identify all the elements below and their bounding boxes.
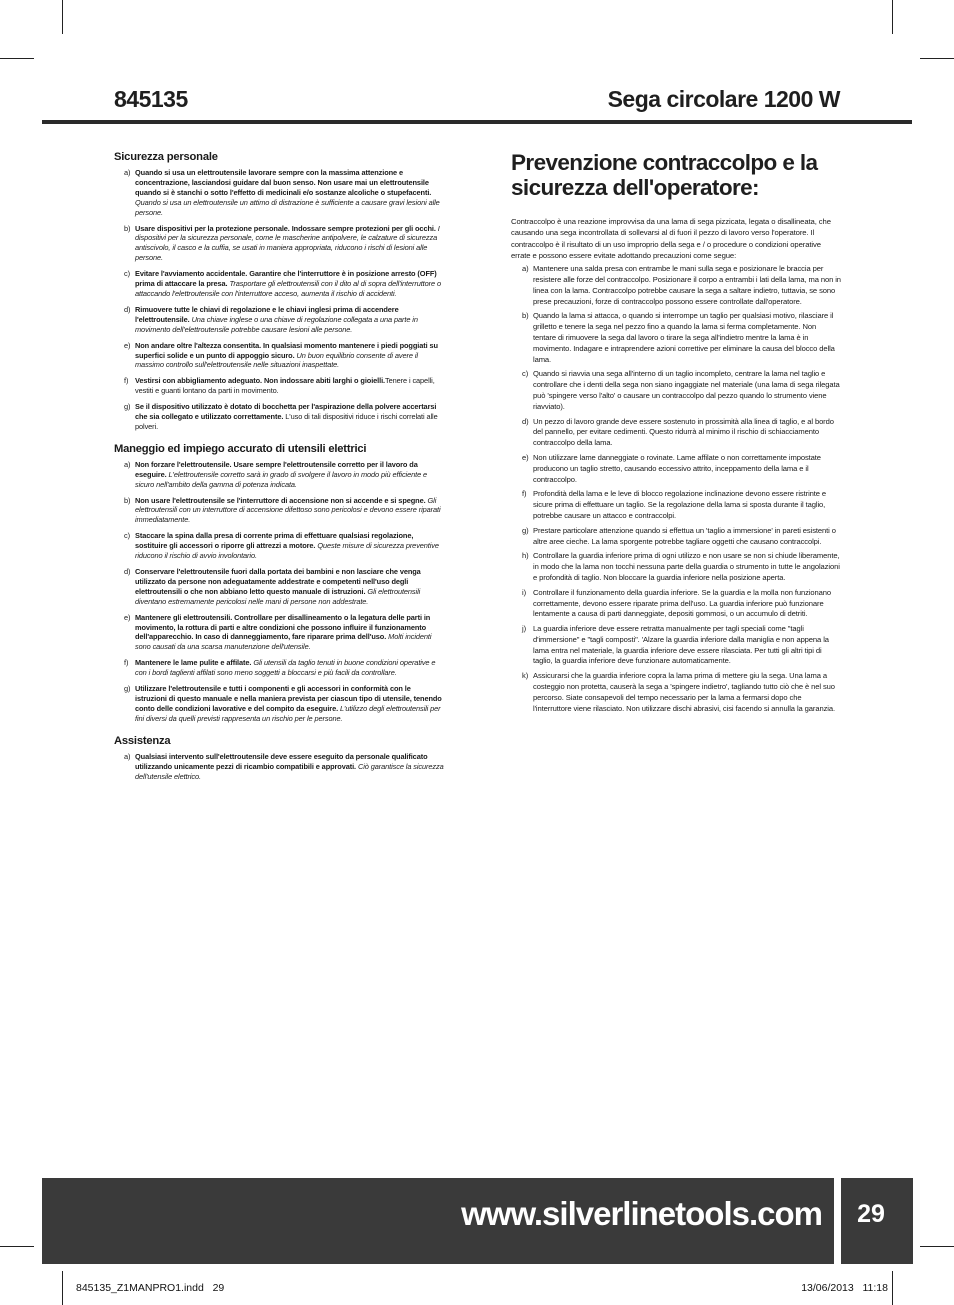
crop-mark (62, 1271, 63, 1305)
crop-mark (0, 58, 34, 59)
crop-mark (0, 1246, 34, 1247)
list-item: g) Se il dispositivo utilizzato è dotato di bocchetta per l'aspirazione della polvere accertarsi che sia collegato e utilizzato correttamente. L'uso di tali dispositivi riduce i rischi correlati alle polveri. (124, 402, 438, 431)
left-column (114, 150, 444, 791)
list-item: k) Assicurarsi che la guardia inferiore copra la lama prima di mettere giu la sega. Una lama a costeggio non protetta, causerà la sega a 'spingere indietro', tagliando tutto ciò che è nel suo percorso. Siate consapevoli del tempo necessario per la lama a fermarsi dopo che l'interruttore viene rilasciato. Non utilizzare dischi abrasivi, cisi facendo si annulla la garanzia. (522, 671, 836, 713)
product-code: 845135 (114, 86, 188, 112)
list-item: h) Controllare la guardia inferiore prima di ogni utilizzo e non usare se non si chiude liberamente, in modo che la lama non tocchi nessuna parte della guardia o strumento in tutte le angolazioni e profondità di taglio. Non bloccare la guardia inferiore nella posizione aperta. (522, 551, 840, 582)
page-title: Sega circolare 1200 W (607, 86, 840, 112)
section-title: Maneggio ed impiego accurato di utensili elettrici (114, 442, 367, 455)
section-title: Assistenza (114, 734, 171, 747)
crop-mark (892, 1271, 893, 1305)
list-item: d) Un pezzo di lavoro grande deve essere sostenuto in prossimità alla linea di taglio, e al bordo del pannello, per evitare cedimenti. Questo ridurrà al minimo il rischio di schiacciamento contraccolpo della lama. (522, 416, 834, 448)
section-personal-safety (114, 150, 444, 432)
list-item: c) Staccare la spina dalla presa di corrente prima di effettuare qualsiasi regolazione, sostituire gli accessori o riporre gli attrezzi a motore. Queste misure di sicurezza preventive riducono il rischio di avvio involontario. (124, 531, 439, 561)
date-slug: 13/06/2013 11:18 (801, 1282, 888, 1294)
list-item: f) Vestirsi con abbigliamento adeguato. Non indossare abiti larghi o gioielli.Tenere i capelli, vestiti e guanti lontano da parti in movimento. (124, 376, 435, 396)
website-link[interactable]: www.silverlinetools.com (461, 1195, 822, 1232)
list-item: b) Non usare l'elettroutensile se l'interruttore di accensione non si accende e si spegne. Gli elettroutensili con un interruttore di accensione difettoso sono pericolosi e devono essere riparati immediatamente. (124, 495, 441, 525)
section-tool-use (114, 442, 444, 724)
list-item: b) Usare dispositivi per la protezione personale. Indossare sempre protezioni per gli occhi. I dispositivi per la sicurezza personale, come le mascherine antipolvere, le calzature di sicurezza antiscivolo, il casco e la cuffia, se usati in maniera appropriata, riducono i rischi di lesioni alle persone. (124, 223, 440, 263)
list-item: c) Evitare l'avviamento accidentale. Garantire che l'interruttore è in posizione arresto (OFF) prima di attaccare la presa. Trasportare gli elettroutensili con il dito al di sopra dell'interruttore o attaccando l'elettroutensile con l'interruttore acceso, aumenta il rischio di accidenti. (124, 269, 441, 298)
list-item: g) Utilizzare l'elettroutensile e tutti i componenti e gli accessori in conformità con le istruzioni di questo manuale e nella maniera prevista per ciascun tipo di utensile, tenendo conto delle condizioni lavorative e del compito da eseguire. L'utilizzo degli elettroutensili per fini diversi da quelli previsti rappresenta un rischio per le persone. (124, 684, 442, 723)
list-item: i) Controllare il funzionamento della guardia inferiore. Se la guardia e la molla non funzionano correttamente, devono essere riparate prima dell'uso. La guardia inferiore può funzionare lentamente a causa di parti danneggiate, depositi gommosi, o un accumulo di detriti. (522, 587, 832, 619)
list-item: j) La guardia inferiore deve essere retratta manualmente per tagli speciali come "tagli d'immersione" e "tagli composti". 'Alzare la guardia inferiore dalla maniglia e non appena la lama entra nel materiale, la guardia inferiore deve essere rilasciata. Per tutti gli altri tipi di taglio, la guardia inferiore deve funzionare automaticamente. (522, 624, 829, 666)
crop-mark (62, 0, 63, 34)
list-item: c) Quando si riavvia una sega all'interno di un taglio incompleto, centrare la lama nel taglio e controllare che i denti della sega non siano ingaggiate nel materiale (una lama di sega rilegata può 'spingere verso l'alto' o causare un contraccolpo dal pezzo quando lo strumento viene riavviato). (522, 369, 840, 411)
list-item: d) Conservare l'elettroutensile fuori dalla portata dei bambini e non lasciare che venga utilizzato da persone non adeguatamente addestrate e competenti nell'uso degli elettroutensili o che non abbiano letto questo manuale di istruzioni. Gli elettroutensili diventano estremamente pericolosi nelle mani di persone non addestrate. (124, 567, 421, 606)
section-heading: Prevenzione contraccolpo e la sicurezza dell'operatore: (511, 150, 818, 200)
list-item: e) Non andare oltre l'altezza consentita. In qualsiasi momento mantenere i piedi poggiati su superfici solide e un punto di appoggio sicuro. Un buon equilibrio consente di avere il massimo controllo sull'elettroutensile nelle situazioni inaspettate. (124, 340, 438, 370)
right-column (511, 150, 841, 718)
list-item: e) Mantenere gli elettroutensili. Controllare per disallineamento o la legatura delle parti in movimento, la rottura di parti e altre condizioni che possono influire il funzionamento dell'apparecchio. In caso di danneggiamento, fare riparare prima dell'uso. Molti incidenti sono causati da una scarsa manutenzione dell'utensile. (124, 612, 432, 652)
file-slug: 845135_Z1MANPRO1.indd 29 (76, 1282, 225, 1294)
list-item: a) Non forzare l'elettroutensile. Usare sempre l'elettroutensile corretto per il lavoro da eseguire. L'elettroutensile corretto sarà in grado di svolgere il lavoro in modo più efficiente e sicuro nell'ambito della gamma di potenza indicata. (124, 459, 428, 489)
section-title: Sicurezza personale (114, 151, 218, 163)
section-service (114, 734, 444, 782)
list-item: f) Mantenere le lame pulite e affilate. Gli utensili da taglio tenuti in buone condizioni operative e con i bordi taglienti affilati sono meno soggetti a bloccarsi e più facili da controllare. (124, 658, 436, 678)
page-number: 29 (857, 1199, 885, 1228)
crop-mark (892, 0, 893, 34)
list-item: a) Mantenere una salda presa con entrambe le mani sulla sega e posizionare le braccia per resistere alle forze del contraccolpo. Posizionare il corpo a entrambi i lati della lama, ma non in linea con la lama. Contraccolpo potrebbe causare la sega a saltare indietro, tuttavia, se sono prese precauzioni, forze di contraccolpo possono essere controllate dall'operatore. (522, 264, 841, 306)
list-item: g) Prestare particolare attenzione quando si effettua un 'taglio a immersione' in pareti esistenti o altre aree cieche. La lama sporgente potrebbe tagliare oggetti che causano contraccolpi. (522, 525, 836, 546)
intro-paragraph: Contraccolpo è una reazione improvvisa da una lama di sega pizzicata, legata o disallineata, che causando una sega incontrollata di sollevarsi al di fuori il pezzo di lavoro verso l'operatore. Il contraccolpo è il risultato di un uso improprio della sega e / o procedure o condizioni operative errate e possono essere evitate adottando precauzioni come segue: (511, 217, 831, 260)
list-item: d) Rimuovere tutte le chiavi di regolazione e le chiavi inglesi prima di accendere l'elettroutensile. Una chiave inglese o una chiave di regolazione collegata a una parte in movimento dell'elettroutensile potrebbe causare lesioni alle persone. (124, 304, 418, 334)
list-item: e) Non utilizzare lame danneggiate o rovinate. Lame affilate o non correttamente impostate producono un taglio stretto, causando eccessivo attrito, inceppamento della lama e il contraccolpo. (522, 452, 821, 484)
crop-mark (920, 58, 954, 59)
list-item: f) Profondità della lama e le leve di blocco regolazione inclinazione devono essere ristrinte e sicure prima di effettuare un taglio. Se la regolazione della lama si sposta durante il taglio, potrebbe causare un attacco e contraccolpi. (522, 489, 827, 520)
list-item: b) Quando la lama si attacca, o quando si interrompe un taglio per qualsiasi motivo, rilasciare il grilletto e tenere la sega nel pezzo fino a quando la lama si ferma completamente. Non tentare di rimuovere la sega dal lavoro o tirare la sega all'indietro mentre la lama è in movimento. Indagare e intraprendere azioni correttive per eliminare la causa del blocco della lama. (522, 311, 835, 364)
header-rule (42, 120, 912, 124)
list-item: a) Qualsiasi intervento sull'elettroutensile deve essere eseguito da personale qualificato utilizzando unicamente pezzi di ricambio compatibili e approvati. Ciò garantisce la sicurezza dell'utensile elettrico. (124, 751, 444, 781)
crop-mark (920, 1246, 954, 1247)
list-item: a) Quando si usa un elettroutensile lavorare sempre con la massima attenzione e concentrazione, lasciandosi guidare dal buon senso. Non usare mai un elettroutensile quando si è stanchi o sotto l'effetto di medicinali e/o sostanze alcoliche o stupefacenti. Quando si usa un elettroutensile un attimo di distrazione è sufficiente a causare gravi lesioni alle persone. (124, 168, 440, 217)
